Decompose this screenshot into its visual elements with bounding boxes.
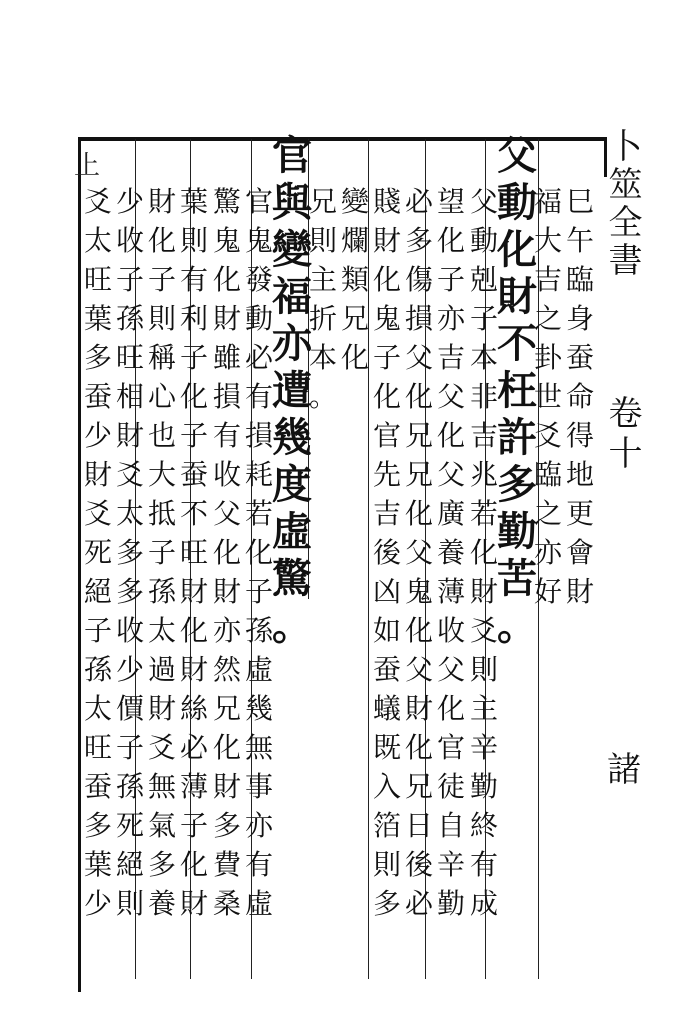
text-glyph: 相 <box>115 380 144 413</box>
text-glyph: 收 <box>212 458 241 491</box>
text-glyph: 亦 <box>272 320 312 367</box>
text-glyph: 子 <box>83 614 112 647</box>
text-glyph: 辛 <box>469 731 498 764</box>
text-glyph: 絕 <box>115 848 144 881</box>
text-glyph: 化 <box>372 263 401 296</box>
text-glyph: 有 <box>179 263 208 296</box>
text-glyph: 日 <box>404 809 433 842</box>
text-glyph: 若 <box>469 497 498 530</box>
text-glyph: 死 <box>83 536 112 569</box>
text-glyph: 桑 <box>212 887 241 920</box>
text-glyph: 養 <box>147 887 176 920</box>
text-column <box>212 182 242 923</box>
text-glyph: 化 <box>179 380 208 413</box>
text-glyph: 終 <box>469 809 498 842</box>
text-column <box>372 182 402 923</box>
text-column <box>469 182 499 923</box>
text-glyph: 太 <box>115 497 144 530</box>
text-glyph: 官 <box>436 731 465 764</box>
text-glyph: 望 <box>436 185 465 218</box>
text-glyph: 勤 <box>497 508 537 555</box>
text-glyph: 葉 <box>179 185 208 218</box>
text-glyph: 爻 <box>83 497 112 530</box>
text-glyph: 傷 <box>404 263 433 296</box>
text-glyph: 鬼 <box>244 224 273 257</box>
text-glyph: 化 <box>404 380 433 413</box>
text-glyph: 必 <box>404 185 433 218</box>
text-glyph: 則 <box>147 302 176 335</box>
text-glyph: 幾 <box>244 692 273 725</box>
text-glyph: 費 <box>212 848 241 881</box>
text-glyph: 旺 <box>83 731 112 764</box>
text-glyph: 無 <box>147 770 176 803</box>
text-glyph: 子 <box>179 419 208 452</box>
text-glyph: 多 <box>83 809 112 842</box>
text-glyph: 折 <box>308 302 337 335</box>
text-glyph: 化 <box>436 224 465 257</box>
text-glyph: 動 <box>244 302 273 335</box>
text-glyph: 。 <box>497 602 537 649</box>
text-glyph: 類 <box>340 263 369 296</box>
text-glyph: 少 <box>115 185 144 218</box>
text-glyph: 孫 <box>115 770 144 803</box>
text-glyph: 子 <box>244 575 273 608</box>
text-glyph: 福 <box>272 273 312 320</box>
text-glyph: 絲 <box>179 692 208 725</box>
text-glyph: 後 <box>372 536 401 569</box>
text-column <box>565 182 595 611</box>
text-glyph: 爻 <box>83 185 112 218</box>
text-glyph: 財 <box>83 458 112 491</box>
text-glyph: 鬼 <box>212 224 241 257</box>
text-glyph: 福 <box>533 185 562 218</box>
text-glyph: 財 <box>115 419 144 452</box>
text-glyph: 化 <box>436 419 465 452</box>
text-glyph: 吉 <box>372 497 401 530</box>
text-glyph: 辛 <box>436 848 465 881</box>
text-glyph: 與 <box>272 179 312 226</box>
text-glyph: 化 <box>404 731 433 764</box>
text-glyph: 化 <box>469 536 498 569</box>
text-column <box>147 182 177 923</box>
text-glyph: 化 <box>436 692 465 725</box>
text-glyph: 旺 <box>179 536 208 569</box>
text-glyph: 化 <box>497 226 537 273</box>
text-glyph: 兄 <box>404 458 433 491</box>
text-glyph: 多 <box>212 809 241 842</box>
text-glyph: 父 <box>404 536 433 569</box>
text-column-heading <box>270 132 314 649</box>
text-glyph: 必 <box>179 731 208 764</box>
text-glyph: 本 <box>469 341 498 374</box>
text-glyph: 孫 <box>83 653 112 686</box>
text-glyph: 蚕 <box>179 458 208 491</box>
text-glyph: 養 <box>436 536 465 569</box>
text-glyph: 爻 <box>115 458 144 491</box>
text-glyph: 財 <box>212 302 241 335</box>
text-glyph: 化 <box>212 536 241 569</box>
text-glyph: 子 <box>436 263 465 296</box>
text-glyph: 爛 <box>340 224 369 257</box>
text-glyph: 旺 <box>115 341 144 374</box>
text-glyph: 後 <box>404 848 433 881</box>
text-glyph: 廣 <box>436 497 465 530</box>
text-glyph: 蟻 <box>372 692 401 725</box>
text-glyph: 少 <box>83 419 112 452</box>
text-glyph: 也 <box>147 419 176 452</box>
text-glyph: 凶 <box>372 575 401 608</box>
text-glyph: 孫 <box>244 614 273 647</box>
text-glyph: 臨 <box>533 458 562 491</box>
text-glyph: 蚕 <box>372 653 401 686</box>
text-glyph: 死 <box>115 809 144 842</box>
text-glyph: 驚 <box>272 555 312 602</box>
text-glyph: 兄 <box>404 770 433 803</box>
text-glyph: 化 <box>212 731 241 764</box>
text-glyph: 少 <box>115 653 144 686</box>
text-glyph: 則 <box>179 224 208 257</box>
text-glyph: 葉 <box>83 302 112 335</box>
text-column <box>83 182 113 923</box>
text-glyph: 子 <box>179 809 208 842</box>
text-glyph: 子 <box>147 263 176 296</box>
text-glyph: 鬼 <box>372 302 401 335</box>
text-glyph: 成 <box>469 887 498 920</box>
text-glyph: 兄 <box>212 692 241 725</box>
text-glyph: 許 <box>497 414 537 461</box>
text-glyph: 太 <box>83 692 112 725</box>
text-glyph: 太 <box>83 224 112 257</box>
text-glyph: 先 <box>372 458 401 491</box>
text-glyph: 雖 <box>212 341 241 374</box>
text-glyph: 多 <box>372 887 401 920</box>
text-glyph: 必 <box>244 341 273 374</box>
text-glyph: 不 <box>497 320 537 367</box>
text-glyph: 動 <box>469 224 498 257</box>
text-glyph: 會 <box>565 536 594 569</box>
text-glyph: 亦 <box>436 302 465 335</box>
text-glyph: 主 <box>469 692 498 725</box>
text-glyph: 孫 <box>147 575 176 608</box>
margin-title <box>602 128 642 280</box>
text-glyph: 大 <box>533 224 562 257</box>
text-column <box>340 182 370 377</box>
text-glyph: 蚕 <box>83 380 112 413</box>
text-glyph: 若 <box>244 497 273 530</box>
text-glyph: 子 <box>469 302 498 335</box>
text-glyph: 財 <box>147 692 176 725</box>
text-glyph: 多 <box>83 341 112 374</box>
text-glyph: 兄 <box>308 185 337 218</box>
margin-title-text: 卜筮全書 <box>602 128 642 280</box>
text-glyph: 自 <box>436 809 465 842</box>
text-glyph: 父 <box>497 132 537 179</box>
text-glyph: 官 <box>244 185 273 218</box>
text-glyph: 吉 <box>469 419 498 452</box>
text-glyph: 卦 <box>533 341 562 374</box>
text-column <box>115 182 145 923</box>
text-glyph: 薄 <box>436 575 465 608</box>
text-glyph: 則 <box>469 653 498 686</box>
text-glyph: 本 <box>308 341 337 374</box>
text-glyph: 收 <box>115 224 144 257</box>
text-glyph: 鬼 <box>404 575 433 608</box>
text-glyph: 價 <box>115 692 144 725</box>
text-glyph: 之 <box>533 497 562 530</box>
text-glyph: 父 <box>404 653 433 686</box>
text-glyph: 亦 <box>212 614 241 647</box>
text-glyph: 兄 <box>340 302 369 335</box>
text-glyph: 幾 <box>272 414 312 461</box>
text-glyph: 虛 <box>244 887 273 920</box>
text-glyph: 賤 <box>372 185 401 218</box>
text-glyph: 命 <box>565 380 594 413</box>
text-glyph: 非 <box>469 380 498 413</box>
text-glyph: 變 <box>340 185 369 218</box>
text-glyph: 財 <box>372 224 401 257</box>
text-glyph: 大 <box>147 458 176 491</box>
text-glyph: 亦 <box>533 536 562 569</box>
text-glyph: 必 <box>404 887 433 920</box>
text-column <box>404 182 434 923</box>
text-glyph: 則 <box>372 848 401 881</box>
text-glyph: 官 <box>272 132 312 179</box>
text-glyph: 更 <box>565 497 594 530</box>
text-glyph: 財 <box>404 692 433 725</box>
text-glyph: 有 <box>244 380 273 413</box>
text-glyph: 多 <box>497 461 537 508</box>
text-column <box>436 182 466 923</box>
text-glyph: 世 <box>533 380 562 413</box>
text-glyph: 好 <box>533 575 562 608</box>
text-glyph: 多 <box>404 224 433 257</box>
margin-edge-mark <box>606 750 642 790</box>
text-glyph: 不 <box>179 497 208 530</box>
text-glyph: 苦 <box>497 555 537 602</box>
text-glyph: 旺 <box>83 263 112 296</box>
text-glyph: 蚕 <box>83 770 112 803</box>
frame-left-rule <box>78 137 81 992</box>
text-glyph: 化 <box>147 224 176 257</box>
text-glyph: 絕 <box>83 575 112 608</box>
text-glyph: 。 <box>272 602 312 649</box>
text-glyph: 有 <box>212 419 241 452</box>
text-glyph: 子 <box>115 263 144 296</box>
text-glyph: 薄 <box>179 770 208 803</box>
text-glyph: 遭 <box>272 367 312 414</box>
text-glyph: 則 <box>115 887 144 920</box>
text-glyph: 心 <box>147 380 176 413</box>
text-glyph: 勤 <box>469 770 498 803</box>
text-glyph: 損 <box>404 302 433 335</box>
text-glyph: 臨 <box>565 263 594 296</box>
text-glyph: 父 <box>404 341 433 374</box>
text-glyph: 稱 <box>147 341 176 374</box>
text-glyph: 化 <box>179 614 208 647</box>
text-glyph: 父 <box>436 653 465 686</box>
text-glyph: 損 <box>244 419 273 452</box>
text-glyph: 度 <box>272 461 312 508</box>
text-glyph: 孫 <box>115 302 144 335</box>
text-glyph: 財 <box>212 770 241 803</box>
text-glyph: 多 <box>147 848 176 881</box>
text-glyph: 兄 <box>404 419 433 452</box>
text-glyph: 子 <box>115 731 144 764</box>
text-glyph: 財 <box>497 273 537 320</box>
text-glyph: 官 <box>372 419 401 452</box>
text-glyph: 爻 <box>147 731 176 764</box>
text-glyph: 化 <box>404 614 433 647</box>
text-glyph: 收 <box>115 614 144 647</box>
text-glyph: 亦 <box>244 809 273 842</box>
text-glyph: 收 <box>436 614 465 647</box>
text-glyph: 耗 <box>244 458 273 491</box>
text-glyph: 化 <box>179 848 208 881</box>
text-glyph: 得 <box>565 419 594 452</box>
text-glyph: 勤 <box>436 887 465 920</box>
margin-volume-text: 卷十 <box>602 395 642 475</box>
text-glyph: 蚕 <box>565 341 594 374</box>
text-glyph: 化 <box>212 263 241 296</box>
text-glyph: 午 <box>565 224 594 257</box>
text-glyph: 驚 <box>212 185 241 218</box>
text-glyph: 多 <box>115 536 144 569</box>
text-glyph: 地 <box>565 458 594 491</box>
text-glyph: 子 <box>372 341 401 374</box>
text-glyph: 無 <box>244 731 273 764</box>
text-glyph: 父 <box>469 185 498 218</box>
text-glyph: 利 <box>179 302 208 335</box>
text-glyph: 枉 <box>497 367 537 414</box>
text-glyph: 然 <box>212 653 241 686</box>
text-glyph: 變 <box>272 226 312 273</box>
text-glyph: 氣 <box>147 809 176 842</box>
left-edge-mark: 上 <box>74 151 101 181</box>
text-glyph: 父 <box>436 458 465 491</box>
text-glyph: 子 <box>179 341 208 374</box>
text-glyph: 身 <box>565 302 594 335</box>
text-glyph: 有 <box>244 848 273 881</box>
text-glyph: 多 <box>115 575 144 608</box>
text-glyph: 吉 <box>436 341 465 374</box>
text-glyph: 財 <box>179 653 208 686</box>
text-glyph: 徒 <box>436 770 465 803</box>
text-glyph: 剋 <box>469 263 498 296</box>
margin-edge-text: 諸 <box>607 750 641 790</box>
text-glyph: 之 <box>533 302 562 335</box>
text-glyph: 財 <box>147 185 176 218</box>
margin-volume <box>602 395 642 475</box>
text-glyph: 少 <box>83 887 112 920</box>
text-glyph: 子 <box>147 536 176 569</box>
text-glyph: 入 <box>372 770 401 803</box>
text-glyph: 葉 <box>83 848 112 881</box>
text-glyph: 財 <box>179 575 208 608</box>
text-glyph: 兆 <box>469 458 498 491</box>
text-glyph: 化 <box>244 536 273 569</box>
text-glyph: 抵 <box>147 497 176 530</box>
text-glyph: 。 <box>308 380 337 413</box>
text-glyph: 損 <box>212 380 241 413</box>
text-glyph: 財 <box>212 575 241 608</box>
text-column <box>244 182 274 923</box>
text-glyph: 虛 <box>272 508 312 555</box>
text-glyph: 主 <box>308 263 337 296</box>
text-glyph: 巳 <box>565 185 594 218</box>
text-glyph: 爻 <box>533 419 562 452</box>
text-glyph: 動 <box>497 179 537 226</box>
text-glyph: 化 <box>372 380 401 413</box>
text-glyph: 如 <box>372 614 401 647</box>
text-glyph: 事 <box>244 770 273 803</box>
text-glyph: 吉 <box>533 263 562 296</box>
text-glyph: 財 <box>179 887 208 920</box>
text-column-heading <box>495 132 539 649</box>
text-column <box>179 182 209 923</box>
text-glyph: 有 <box>469 848 498 881</box>
text-glyph: 父 <box>436 380 465 413</box>
text-glyph: 爻 <box>469 614 498 647</box>
text-glyph: 過 <box>147 653 176 686</box>
text-glyph: 化 <box>404 497 433 530</box>
text-glyph: 財 <box>565 575 594 608</box>
text-glyph: 則 <box>308 224 337 257</box>
text-glyph: 發 <box>244 263 273 296</box>
text-glyph: 太 <box>147 614 176 647</box>
text-glyph: 虛 <box>244 653 273 686</box>
text-glyph: 父 <box>212 497 241 530</box>
text-glyph: 化 <box>340 341 369 374</box>
text-glyph: 既 <box>372 731 401 764</box>
text-glyph: 箔 <box>372 809 401 842</box>
text-glyph: 財 <box>469 575 498 608</box>
